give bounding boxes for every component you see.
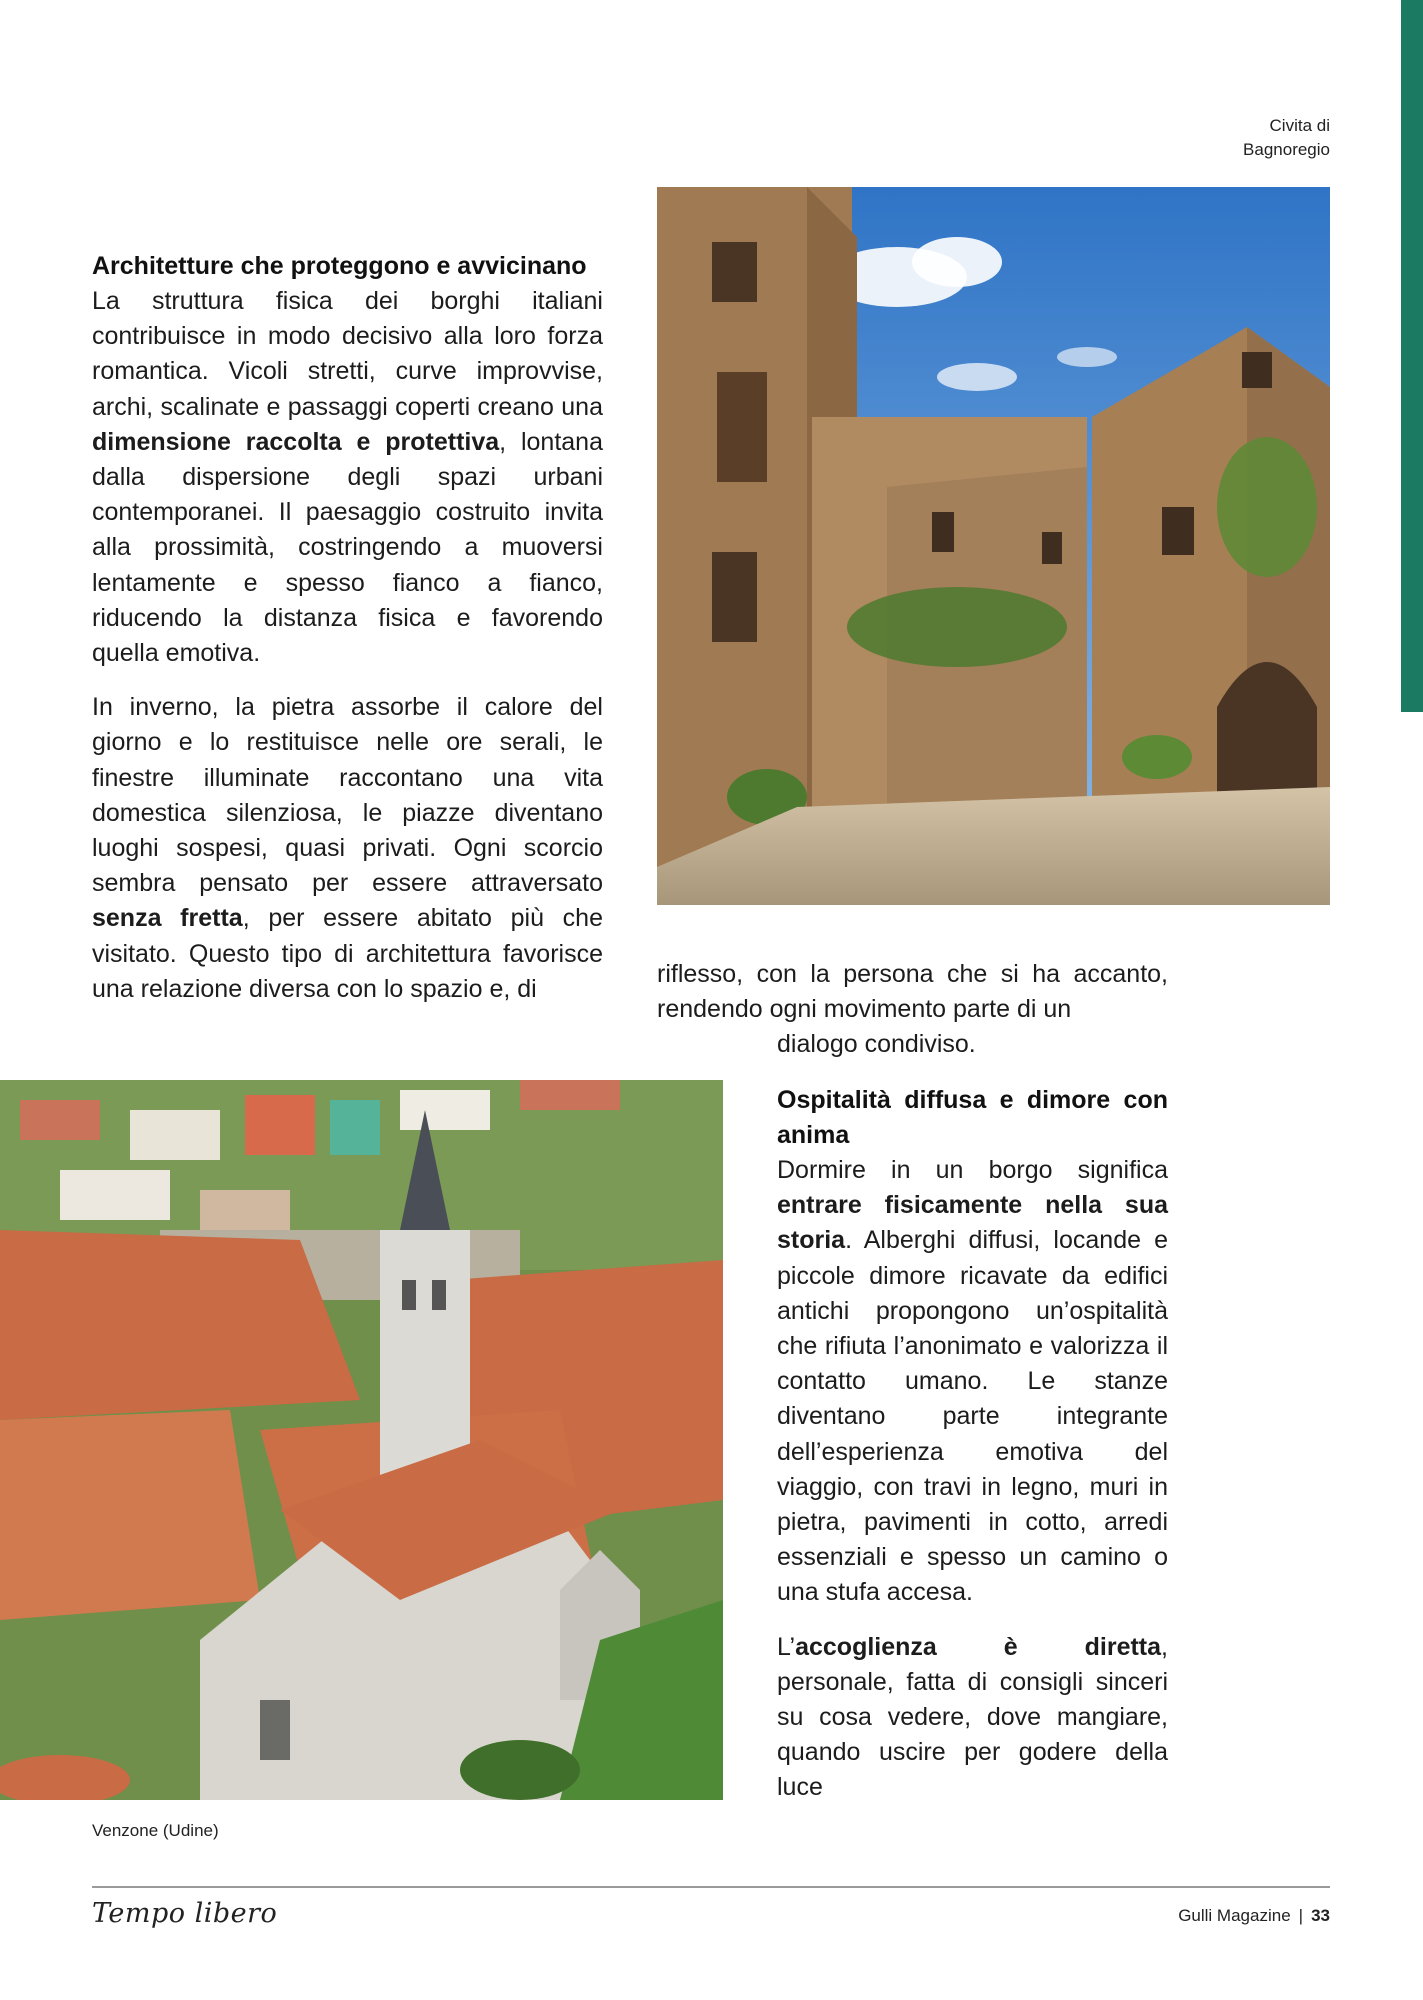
venzone-photo <box>0 1080 723 1800</box>
paragraph-ospitalita-1: Dormire in un borgo significa entrare fisicamente nella sua storia. Alberghi diffusi, locande e piccole dimore ricavate da edifici antichi propongono un’ospitalità che rifiuta l’anonimato e valorizza il contatto umano. Le stanze diventano parte integrante dell’esperienza emotiva del viaggio, con travi in legno, muri in pietra, pavimenti in cotto, arredi essenziali e spesso un camino o una stufa accesa. <box>777 1156 1168 1607</box>
footer-separator: | <box>1298 1906 1304 1925</box>
section-color-tab <box>1401 0 1423 712</box>
paragraph-architetture-1: La struttura fisica dei borghi italiani contribuisce in modo decisivo alla loro forza romantica. Vicoli stretti, curve improvvise, archi, scalinate e passaggi coperti creano una dimensione raccolta e protettiva, lontana dalla dispersione degli spazi urbani contemporanei. Il paesaggio costruito invita alla prossimità, costringendo a muoversi lentamente e spesso fianco a fianco, riducendo la distanza fisica e favorendo quella emotiva. <box>92 287 603 668</box>
article-column-continuation <box>657 957 1168 1063</box>
civita-di-bagnoregio-photo <box>657 187 1330 905</box>
article-column-right <box>777 1083 1168 1825</box>
paragraph-ospitalita-2: L’accoglienza è diretta, personale, fatta di consigli sinceri su cosa vedere, dove mangiare, quando uscire per godere della luce <box>777 1632 1168 1802</box>
magazine-name: Gulli Magazine <box>1178 1906 1291 1925</box>
caption-venzone: Venzone (Udine) <box>92 1821 219 1840</box>
paragraph-continuation: riflesso, con la persona che si ha accanto, rendendo ogni movimento parte di un <box>657 960 1168 1024</box>
paragraph-continuation-end: dialogo condiviso. <box>777 1030 976 1059</box>
section-name: Tempo libero <box>92 1898 278 1929</box>
heading-ospitalita: Ospitalità diffusa e dimore con anima <box>777 1086 1168 1149</box>
article-column-left <box>92 249 603 1026</box>
footer-page-info <box>1178 1906 1330 1926</box>
caption-civita: Civita di Bagnoregio <box>1243 116 1330 159</box>
paragraph-architetture-2: In inverno, la pietra assorbe il calore del giorno e lo restituisce nelle ore serali, le finestre illuminate raccontano una vita domestica silenziosa, le piazze diventano luoghi sospesi, quasi privati. Ogni scorcio sembra pensato per essere attraversato senza fretta, per essere abitato più che visitato. Questo tipo di architettura favorisce una relazione diversa con lo spazio e, di <box>92 693 603 1003</box>
footer-rule <box>92 1886 1330 1888</box>
page-number: 33 <box>1311 1906 1330 1925</box>
heading-architetture: Architetture che proteggono e avvicinano <box>92 252 587 280</box>
